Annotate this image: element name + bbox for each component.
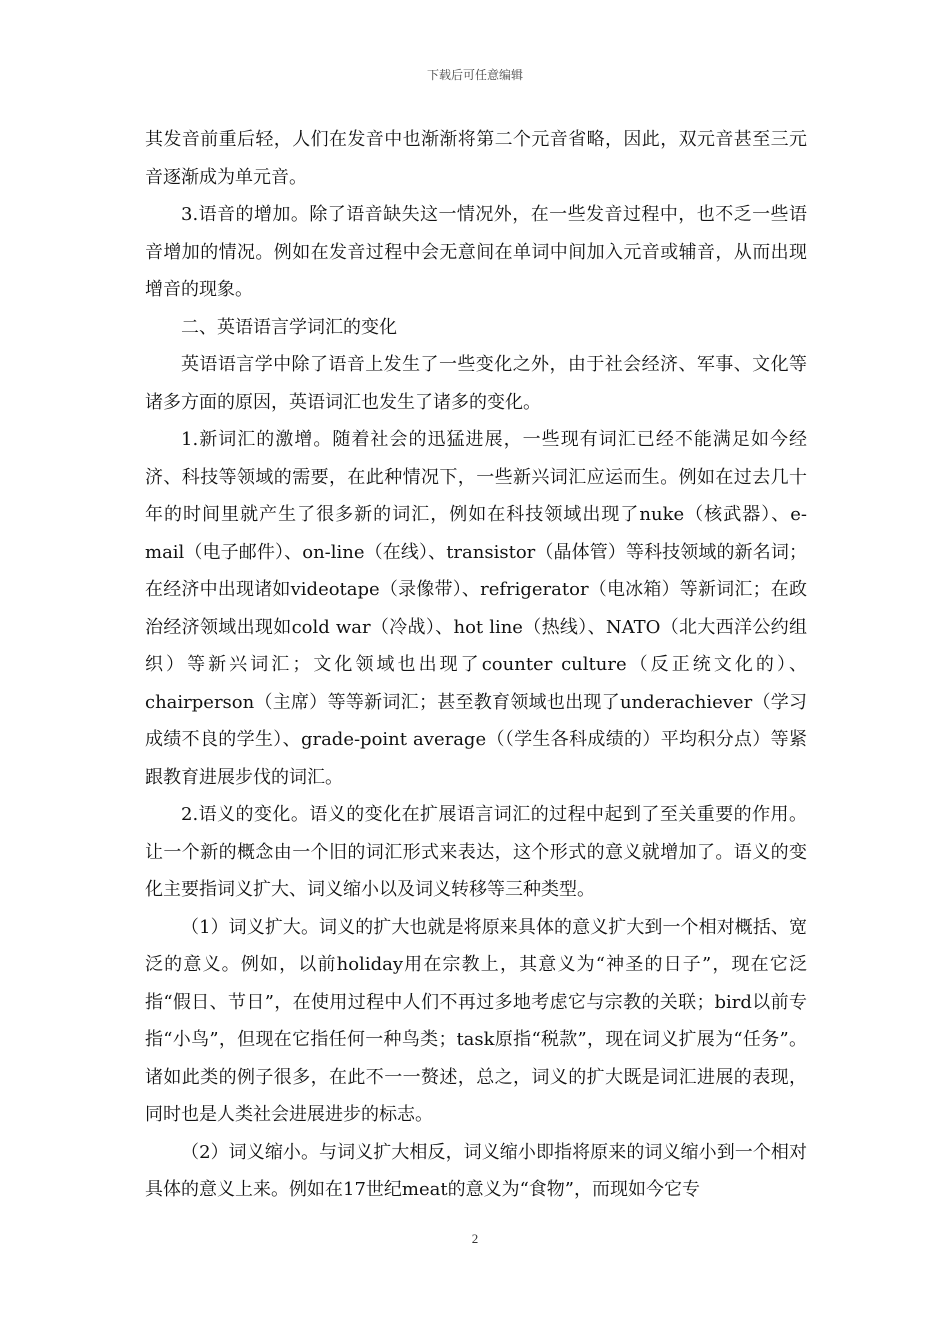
body-text [145, 121, 807, 1209]
paragraph-phonetic-addition: 3.语音的增加。除了语音缺失这一情况外，在一些发音过程中，也不乏一些语音增加的情况。例如在发音过程中会无意间在单词中间加入元音或辅音，从而出现增音的现象。 [145, 204, 807, 300]
page-number: 2 [471, 1231, 479, 1246]
paragraph-meaning-narrowing: （2）词义缩小。与词义扩大相反，词义缩小即指将原来的词义缩小到一个相对具体的意义上来。例如在17世纪meat的意义为“食物”，而现如今它专 [145, 1141, 807, 1200]
paragraph-meaning-expansion: （1）词义扩大。词义的扩大也就是将原来具体的意义扩大到一个相对概括、宽泛的意义。例如，以前holiday用在宗教上，其意义为“神圣的日子”，现在它泛指“假日、节日”，在使用过程中人们不再过多地考虑它与宗教的关联；bird以前专指“小鸟”，但现在它指任何一种鸟类；task原指“税款”，现在词义扩展为“任务”。诸如此类的例子很多，在此不一一赘述，总之，词义的扩大既是词汇进展的表现，同时也是人类社会进展进步的标志。 [145, 916, 807, 1125]
section-heading-vocabulary-change: 二、英语语言学词汇的变化 [181, 316, 397, 338]
paragraph-semantic-change: 2.语义的变化。语义的变化在扩展语言词汇的过程中起到了至关重要的作用。让一个新的概念由一个旧的词汇形式来表达，这个形式的意义就增加了。语义的变化主要指词义扩大、词义缩小以及词义转移等三种类型。 [145, 804, 807, 900]
paragraph-new-words: 1.新词汇的激增。随着社会的迅猛进展，一些现有词汇已经不能满足如今经济、科技等领域的需要，在此种情况下，一些新兴词汇应运而生。例如在过去几十年的时间里就产生了很多新的词汇，例如在科技领域出现了nuke（核武器）、e-mail（电子邮件）、on-line（在线）、transistor（晶体管）等科技领域的新名词；在经济中出现诸如videotape（录像带）、refrigerator（电冰箱）等新词汇；在政治经济领域出现如cold war（冷战）、hot line（热线）、NATO（北大西洋公约组织）等新兴词汇；文化领域也出现了counter culture（反正统文化的）、chairperson（主席）等等新词汇；甚至教育领域也出现了underachiever（学习成绩不良的学生）、grade-point average（（学生各科成绩的）平均积分点）等紧跟教育进展步伐的词汇。 [145, 429, 807, 788]
paragraph-continuation: 其发音前重后轻，人们在发音中也渐渐将第二个元音省略，因此，双元音甚至三元音逐渐成为单元音。 [145, 129, 807, 188]
page-header: 下载后可任意编辑 [426, 68, 523, 82]
paragraph-vocabulary-intro: 英语语言学中除了语音上发生了一些变化之外，由于社会经济、军事、文化等诸多方面的原因，英语词汇也发生了诸多的变化。 [145, 354, 807, 413]
